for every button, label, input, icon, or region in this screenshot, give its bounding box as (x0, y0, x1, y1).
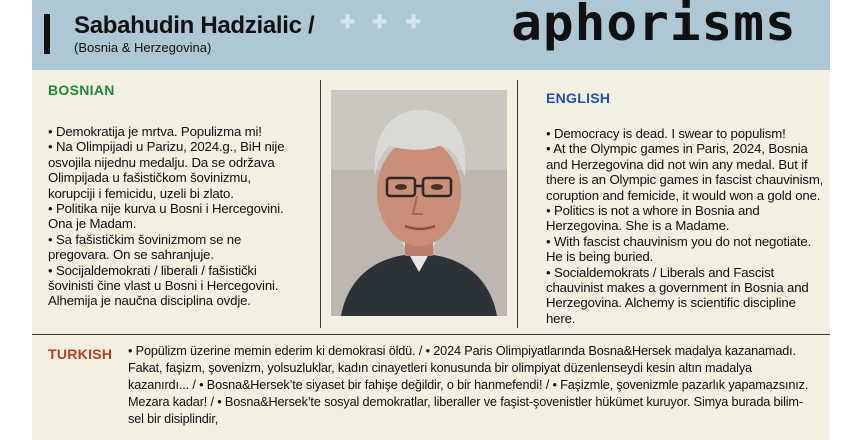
text-line: • Socialdemokrats / Liberals and Fascist (546, 264, 775, 280)
text-line: Herzegovina. Alchemy is scientific discipline here. (546, 295, 796, 326)
text-line: • Socijaldemokrati / liberali / fašistički (48, 262, 257, 278)
author-portrait (331, 90, 507, 316)
divider-left (320, 80, 321, 328)
turkish-text (128, 343, 818, 428)
text-line: • Popülizm üzerine memin ederim ki demokrasi öldü. / • 2024 Paris Olimpiyatlarında Bosna&Hersek madalya kazanamadı. (128, 344, 796, 358)
text-line: Herzegovina. She is a Madame. (546, 218, 730, 234)
divider-right (517, 80, 518, 328)
text-line: Fakat, faşizm, şovenizm, yolsuzluklar, kadın cinayetleri konusunda bir olimpiyat düzenlenseydi kesin altın madalya (128, 361, 752, 375)
text-line: • Demokratija je mrtva. Populizma mi! (48, 124, 262, 139)
text-line: Olimpijada u fašističkom šovinizmu, (48, 170, 251, 186)
text-line: • Politika nije kurva u Bosni i Hercegovini. (48, 201, 284, 217)
decorative-cross-icon: ✚ (406, 12, 422, 32)
author-name: Sabahudin Hadzialic / (74, 12, 315, 39)
text-line: chauvinist makes a government in Bosnia and (546, 280, 809, 296)
english-text (546, 126, 826, 326)
english-label: ENGLISH (546, 90, 611, 106)
text-line: šovinisti čine vlast u Bosni i Hercegovini. (48, 278, 279, 294)
text-line: Alhemija je naučna disciplina ovdje. (48, 293, 251, 309)
text-line: • With fascist chauvinism you do not negotiate. (546, 233, 812, 249)
text-line: Ona je Madam. (48, 216, 137, 232)
text-line: He is being buried. (546, 249, 654, 265)
text-line: • Sa fašističkim šovinizmom se ne (48, 231, 242, 247)
header-accent-bar (44, 14, 50, 54)
text-line: • Democracy is dead. I swear to populism! (546, 126, 786, 141)
text-line: • Politics is not a whore in Bosnia and (546, 203, 760, 219)
decorative-cross-icon: ✚ (372, 12, 388, 32)
text-line: osvojila nijednu medalju. Da se održava (48, 154, 275, 170)
text-line: Mezara kadar! / • Bosna&Hersek’te sosyal demokratlar, liberaller ve faşist-şovenistler hükümet kuruyor. Simya burada bilim- (128, 395, 803, 409)
turkish-label: TURKISH (48, 346, 113, 362)
text-line: and Herzegovina did not win any medal. But if (546, 156, 808, 172)
bosnian-label: BOSNIAN (48, 82, 115, 98)
text-line: pregovara. On se sahranjuje. (48, 247, 214, 263)
bosnian-text (48, 124, 328, 309)
text-line: kazanırdı... / • Bosna&Hersek’te siyaset bir fahişe değildir, o bir hanmefendi! / • Faşizmle, şovenizmle pazarlık yapamazsınız. (128, 378, 809, 392)
decorative-cross-icon: ✚ (340, 12, 356, 32)
text-line: korupciji i femicidu, uzeli bi zlato. (48, 185, 234, 201)
text-line: there is an Olympic games in fascist chauvinism, (546, 172, 824, 188)
page-title: aphorisms (511, 0, 797, 52)
text-line: coruption and femicide, it would won a gold one. (546, 187, 821, 203)
text-line: • At the Olympic games in Paris, 2024, Bosnia (546, 141, 808, 157)
text-line: sel bir disiplindir, (128, 412, 219, 426)
text-line: • Na Olimpijadi u Parizu, 2024.g., BiH nije (48, 139, 285, 155)
divider-horizontal (32, 334, 830, 335)
author-country: (Bosnia & Herzegovina) (74, 40, 212, 55)
